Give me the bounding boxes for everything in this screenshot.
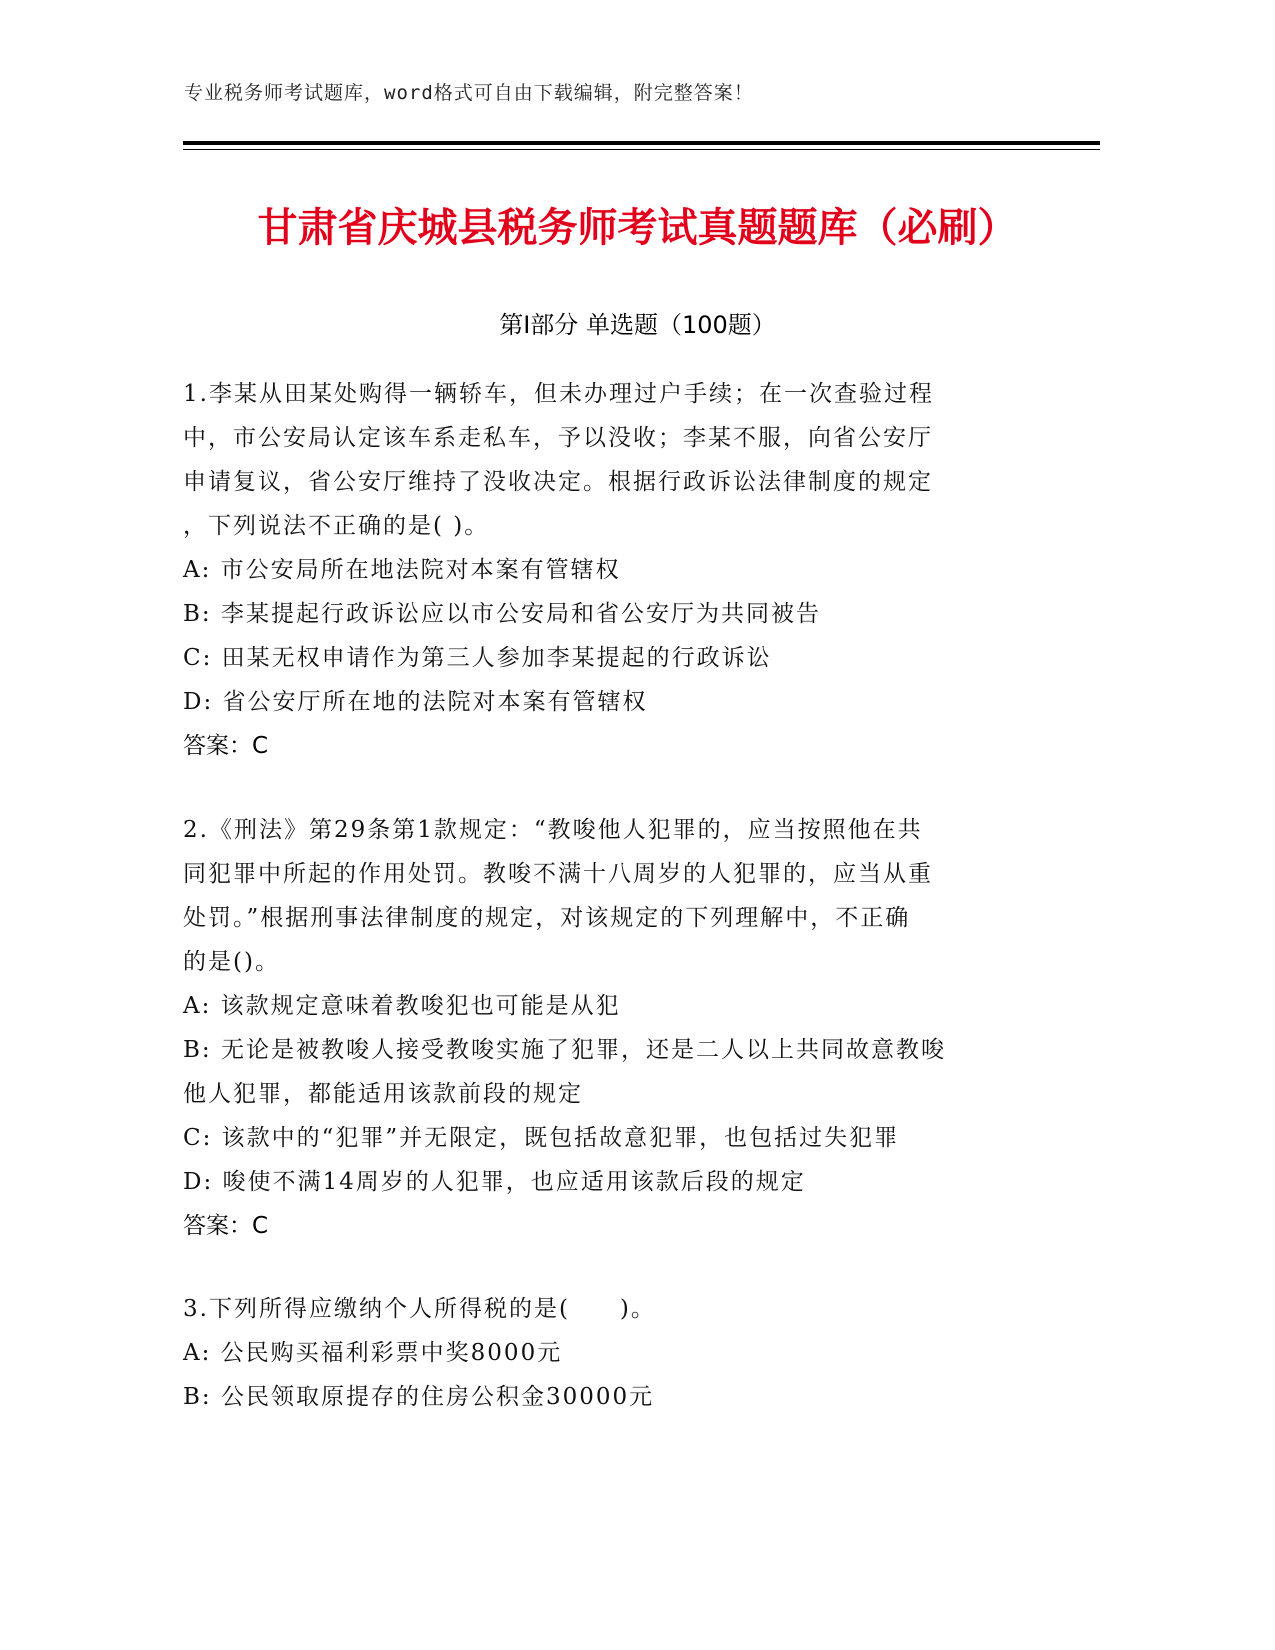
option-b-continued: 他人犯罪，都能适用该款前段的规定 bbox=[183, 1081, 583, 1107]
question-stem-line: 的是()。 bbox=[183, 949, 280, 975]
question-stem-line: ，下列说法不正确的是( )。 bbox=[183, 513, 490, 539]
answer: 答案：C bbox=[183, 733, 269, 759]
option-a: A: 该款规定意味着教唆犯也可能是从犯 bbox=[183, 993, 621, 1019]
question-1 bbox=[183, 372, 1063, 768]
option-c: C: 田某无权申请作为第三人参加李某提起的行政诉讼 bbox=[183, 645, 772, 671]
question-2 bbox=[183, 808, 1063, 1248]
question-stem-line: 处罚。”根据刑事法律制度的规定，对该规定的下列理解中，不正确 bbox=[183, 905, 911, 931]
option-b: B: 公民领取原提存的住房公积金30000元 bbox=[183, 1384, 655, 1410]
answer: 答案：C bbox=[183, 1213, 269, 1239]
question-stem-line: 申请复议，省公安厅维持了没收决定。根据行政诉讼法律制度的规定 bbox=[183, 469, 933, 495]
document-title: 甘肃省庆城县税务师考试真题题库（必刷） bbox=[257, 205, 1018, 251]
question-stem-line: 中，市公安局认定该车系走私车，予以没收；李某不服，向省公安厅 bbox=[183, 425, 933, 451]
header-divider-thick bbox=[183, 141, 1100, 145]
option-b: B: 无论是被教唆人接受教唆实施了犯罪，还是二人以上共同故意教唆 bbox=[183, 1037, 946, 1063]
option-d: D: 唆使不满14周岁的人犯罪，也应适用该款后段的规定 bbox=[183, 1169, 806, 1195]
option-b: B: 李某提起行政诉讼应以市公安局和省公安厅为共同被告 bbox=[183, 601, 821, 627]
question-stem-line: 3.下列所得应缴纳个人所得税的是( )。 bbox=[183, 1296, 656, 1322]
option-a: A: 市公安局所在地法院对本案有管辖权 bbox=[183, 557, 621, 583]
option-d: D: 省公安厅所在地的法院对本案有管辖权 bbox=[183, 689, 648, 715]
option-c: C: 该款中的“犯罪”并无限定，既包括故意犯罪，也包括过失犯罪 bbox=[183, 1125, 900, 1151]
question-stem-line: 同犯罪中所起的作用处罚。教唆不满十八周岁的人犯罪的，应当从重 bbox=[183, 861, 933, 887]
question-stem-line: 1.李某从田某处购得一辆轿车，但未办理过户手续；在一次查验过程 bbox=[183, 381, 934, 407]
header-divider-thin bbox=[183, 149, 1100, 150]
header-note: 专业税务师考试题库，word格式可自由下载编辑，附完整答案！ bbox=[184, 82, 754, 104]
question-stem-line: 2.《刑法》第29条第1款规定：“教唆他人犯罪的，应当按照他在共 bbox=[183, 817, 923, 843]
option-a: A: 公民购买福利彩票中奖8000元 bbox=[183, 1340, 563, 1366]
question-3 bbox=[183, 1287, 1063, 1419]
section-heading: 第Ⅰ部分 单选题（100题） bbox=[499, 311, 776, 339]
